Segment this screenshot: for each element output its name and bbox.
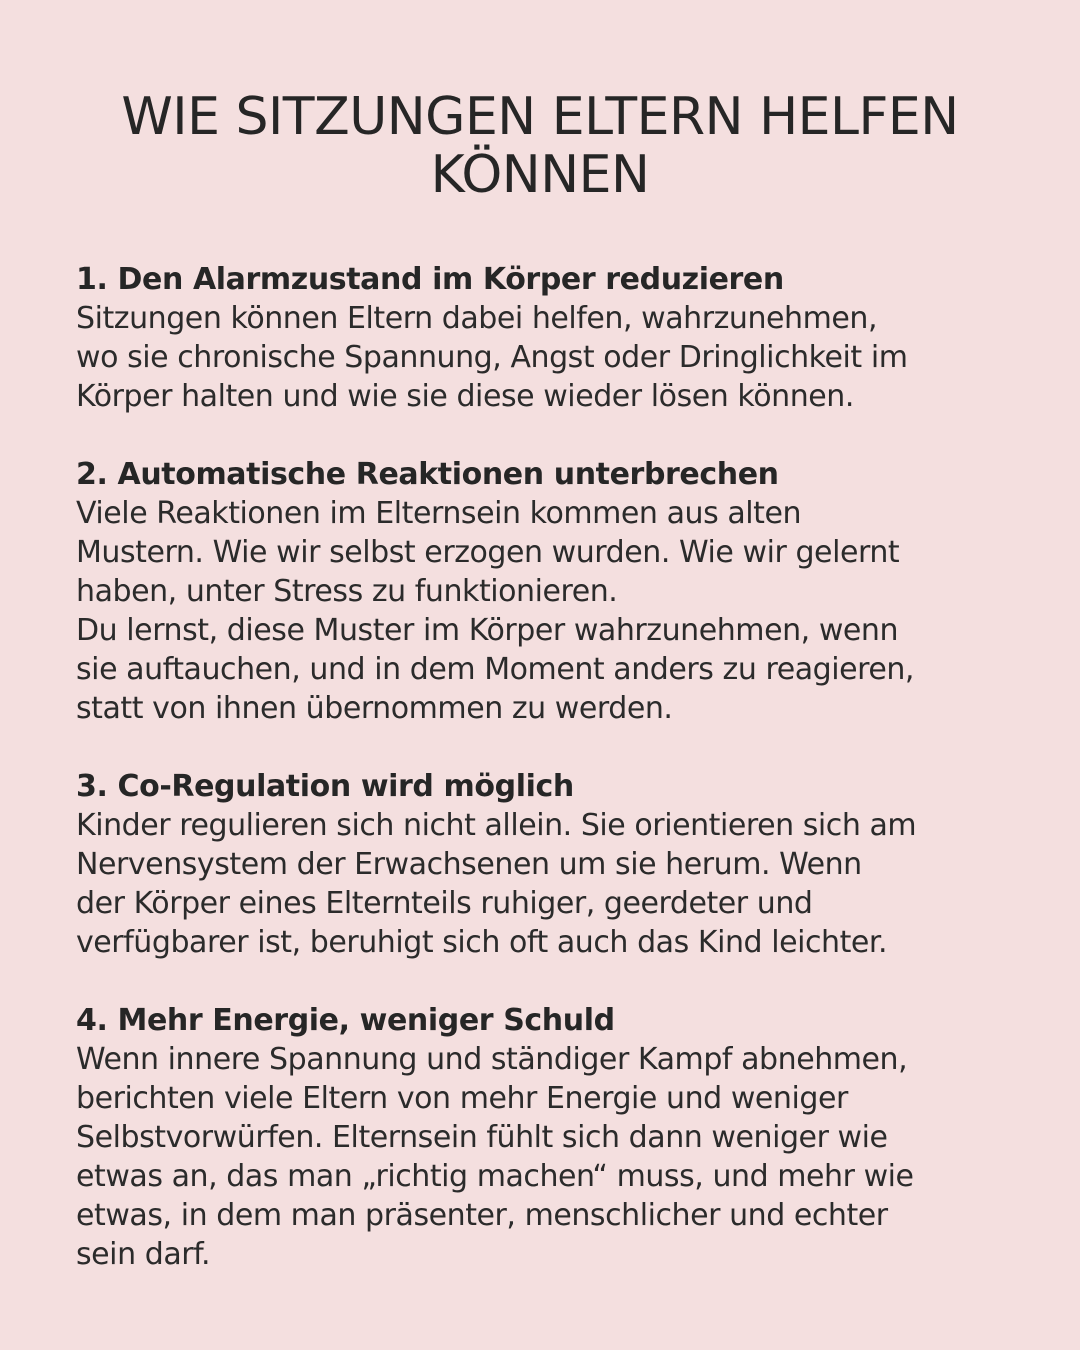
section-heading: 1. Den Alarmzustand im Körper reduzieren	[76, 262, 784, 297]
text-line: verfügbarer ist, beruhigt sich oft auch das Kind leichter.	[76, 925, 888, 960]
section-paragraph	[76, 806, 1004, 962]
page-title-line-1: WIE SITZUNGEN ELTERN HELFEN	[121, 87, 959, 147]
text-line: etwas an, das man „richtig machen“ muss, und mehr wie	[76, 1159, 914, 1194]
text-line: haben, unter Stress zu funktionieren.	[76, 574, 618, 609]
section-list	[76, 260, 1004, 1274]
section-1	[76, 260, 1004, 416]
section-3	[76, 767, 1004, 962]
text-line: Mustern. Wie wir selbst erzogen wurden. Wie wir gelernt	[76, 535, 900, 570]
text-line: sie auftauchen, und in dem Moment anders zu reagieren,	[76, 652, 915, 687]
section-2	[76, 455, 1004, 728]
page-title-line-2: KÖNNEN	[430, 145, 650, 205]
text-line: Wenn innere Spannung und ständiger Kampf abnehmen,	[76, 1042, 908, 1077]
text-line: Körper halten und wie sie diese wieder lösen können.	[76, 379, 854, 414]
section-4	[76, 1001, 1004, 1274]
text-line: berichten viele Eltern von mehr Energie und weniger	[76, 1081, 848, 1116]
text-line: Viele Reaktionen im Elternsein kommen aus alten	[76, 496, 802, 531]
section-heading: 4. Mehr Energie, weniger Schuld	[76, 1003, 615, 1038]
page-title	[76, 0, 1004, 204]
text-line: wo sie chronische Spannung, Angst oder Dringlichkeit im	[76, 340, 908, 375]
text-line: Sitzungen können Eltern dabei helfen, wahrzunehmen,	[76, 301, 878, 336]
text-line: Nervensystem der Erwachsenen um sie herum. Wenn	[76, 847, 862, 882]
section-paragraph	[76, 299, 1004, 416]
text-line: Du lernst, diese Muster im Körper wahrzunehmen, wenn	[76, 613, 899, 648]
section-paragraph	[76, 1040, 1004, 1274]
text-line: statt von ihnen übernommen zu werden.	[76, 691, 673, 726]
section-paragraph	[76, 494, 1004, 728]
text-line: Selbstvorwürfen. Elternsein fühlt sich dann weniger wie	[76, 1120, 888, 1155]
text-line: etwas, in dem man präsenter, menschlicher und echter	[76, 1198, 888, 1233]
section-heading: 2. Automatische Reaktionen unterbrechen	[76, 457, 779, 492]
text-line: Kinder regulieren sich nicht allein. Sie orientieren sich am	[76, 808, 917, 843]
text-line: sein darf.	[76, 1237, 211, 1272]
section-heading: 3. Co-Regulation wird möglich	[76, 769, 574, 804]
text-line: der Körper eines Elternteils ruhiger, geerdeter und	[76, 886, 813, 921]
